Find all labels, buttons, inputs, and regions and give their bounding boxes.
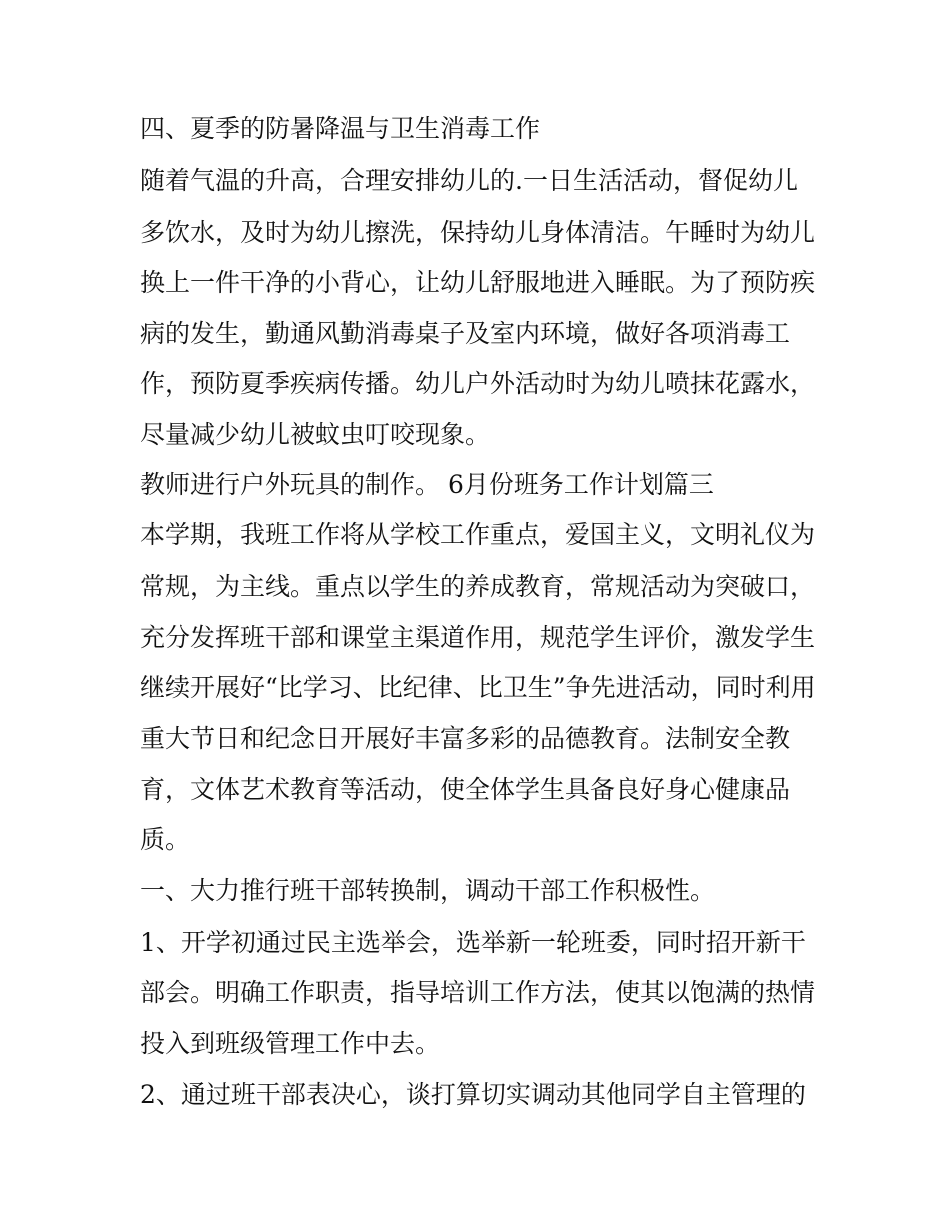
- text-line: 重大节日和纪念日开展好丰富多彩的品德教育。法制安全教: [140, 724, 791, 753]
- text-line: 病的发生，勤通风勤消毒桌子及室内环境，做好各项消毒工: [140, 319, 791, 348]
- text-line: 1、开学初通过民主选举会，选举新一轮班委，同时招开新干: [140, 928, 806, 957]
- text-line: 2、通过班干部表决心，谈打算切实调动其他同学自主管理的: [140, 1080, 806, 1109]
- text-line: 四、夏季的防暑降温与卫生消毒工作: [140, 114, 541, 143]
- section-heading: 一、大力推行班干部转换制，调动干部工作积极性。: [140, 876, 716, 905]
- text-line: 部会。明确工作职责，指导培训工作方法，使其以饱满的热情: [140, 978, 816, 1007]
- text-line: 育，文体艺术教育等活动，使全体学生具备良好身心健康品: [140, 775, 791, 804]
- text-line: 质。: [140, 825, 191, 854]
- text-line: 本学期，我班工作将从学校工作重点，爱国主义，文明礼仪为: [140, 520, 816, 549]
- text-line: 继续开展好“比学习、比纪律、比卫生”争先进活动，同时利用: [140, 673, 816, 702]
- text-line: 尽量减少幼儿被蚊虫叮咬现象。: [140, 420, 491, 449]
- text-line: 随着气温的升高，合理安排幼儿的.一日生活活动，督促幼儿: [140, 166, 798, 195]
- text-line: 投入到班级管理工作中去。: [140, 1029, 441, 1058]
- text-line: 教师进行户外玩具的制作。 6月份班务工作计划篇三: [140, 470, 714, 499]
- text-line: 充分发挥班干部和课堂主渠道作用，规范学生评价，激发学生: [140, 623, 816, 652]
- text-line: 换上一件干净的小背心，让幼儿舒服地进入睡眠。为了预防疾: [140, 268, 816, 297]
- text-line: 常规，为主线。重点以学生的养成教育，常规活动为突破口，: [140, 572, 816, 601]
- text-line: 多饮水，及时为幼儿擦洗，保持幼儿身体清洁。午睡时为幼儿: [140, 218, 816, 247]
- text-line: 作，预防夏季疾病传播。幼儿户外活动时为幼儿喷抹花露水，: [140, 369, 816, 398]
